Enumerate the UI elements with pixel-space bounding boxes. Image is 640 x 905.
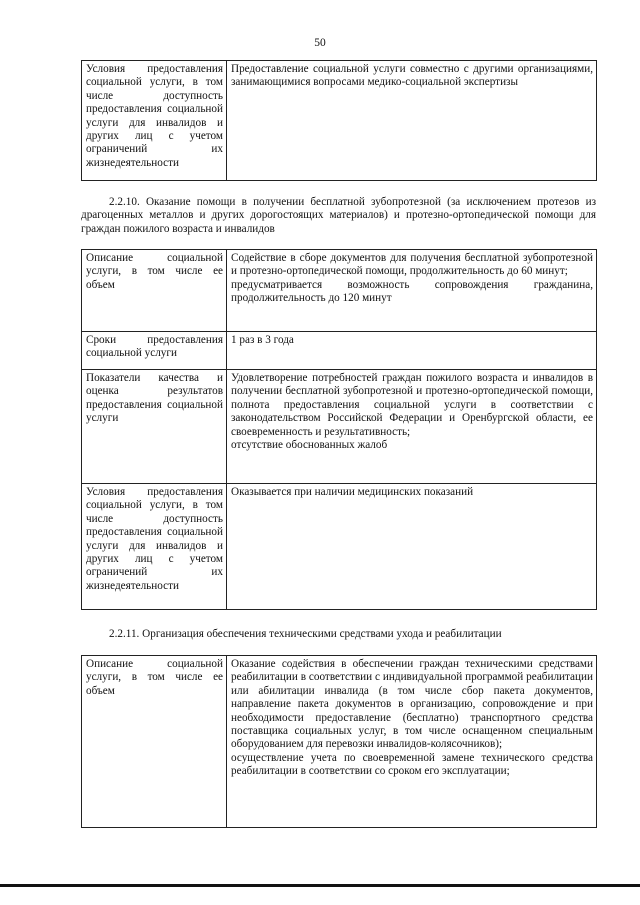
- row-value: [227, 484, 597, 610]
- table-row: [82, 250, 597, 332]
- table-row: [82, 61, 597, 181]
- row-value: [227, 332, 597, 370]
- row-value: [227, 370, 597, 484]
- section-heading-2-2-11: 2.2.11. Организация обеспечения техническими средствами ухода и реабилитации: [109, 628, 502, 640]
- row-label: Сроки предоставления социальной услуги: [82, 332, 227, 370]
- row-value-line: Оказывается при наличии медицинских показаний: [231, 486, 474, 498]
- row-value-line: 1 раз в 3 года: [231, 334, 294, 346]
- row-value-line: Содействие в сборе документов для получения бесплатной зубопротезной и протезно-ортопедической помощи, продолжительность до 60 минут;: [231, 252, 593, 278]
- table-row: [82, 370, 597, 484]
- row-value-line: отсутствие обоснованных жалоб: [231, 439, 388, 452]
- page-number: 50: [314, 37, 326, 49]
- row-label: Условия предоставления социальной услуги, в том числе доступность предоставления социальной услуги для инвалидов и других лиц с учетом ограничений их жизнедеятельности: [82, 484, 227, 610]
- page-bottom-rule: [0, 884, 640, 887]
- row-value-line: осуществление учета по своевременной замене технического средства реабилитации в соответствии со сроком его эксплуатации;: [231, 751, 593, 778]
- section-heading-2-2-10: 2.2.10. Оказание помощи в получении бесплатной зубопротезной (за исключением протезов из драгоценных металлов и других дорогостоящих материалов) и протезно-ортопедической помощи для граждан пожилого возраста и инвалидов: [81, 196, 596, 235]
- row-value: [227, 250, 597, 332]
- row-label: Описание социальной услуги, в том числе ее объем: [82, 656, 227, 828]
- row-label: Описание социальной услуги, в том числе ее объем: [82, 250, 227, 332]
- table-row: [82, 332, 597, 370]
- table-row: [82, 656, 597, 828]
- row-value: Предоставление социальной услуги совместно с другими организациями, занимающимися вопросами медико-социальной экспертизы: [227, 61, 597, 181]
- row-label: Условия предоставления социальной услуги, в том числе доступность предоставления социальной услуги для инвалидов и других лиц с учетом ограничений их жизнедеятельности: [82, 61, 227, 181]
- row-value-line: Удовлетворение потребностей граждан пожилого возраста и инвалидов в получении бесплатной зубопротезной и протезно-ортопедической помощи, полнота предоставления социальной услуги в соответствии с законодательством Российской Федерации и Оренбургской области, ее своевременность и результативность;: [231, 372, 593, 438]
- row-value-line: Оказание содействия в обеспечении граждан техническими средствами реабилитации в соответствии с индивидуальной программой реабилитации или абилитации инвалида (в том числе сбор пакета документов, направление пакета документов в организацию, сопровождение и при необходимости предоставление (бесплатно) транспортного средства поставщика социальных услуг, в том числе оснащенном специальным оборудованием для перевозки инвалидов-колясочников);: [231, 658, 593, 751]
- row-value: [227, 656, 597, 828]
- table-2-2-10: [81, 249, 597, 610]
- table-2-2-11: [81, 655, 597, 828]
- table-row: [82, 484, 597, 610]
- row-label: Показатели качества и оценка результатов предоставления социальной услуги: [82, 370, 227, 484]
- table-top-conditions: [81, 60, 597, 181]
- row-value-line: предусматривается возможность сопровождения гражданина, продолжительность до 120 минут: [231, 278, 593, 305]
